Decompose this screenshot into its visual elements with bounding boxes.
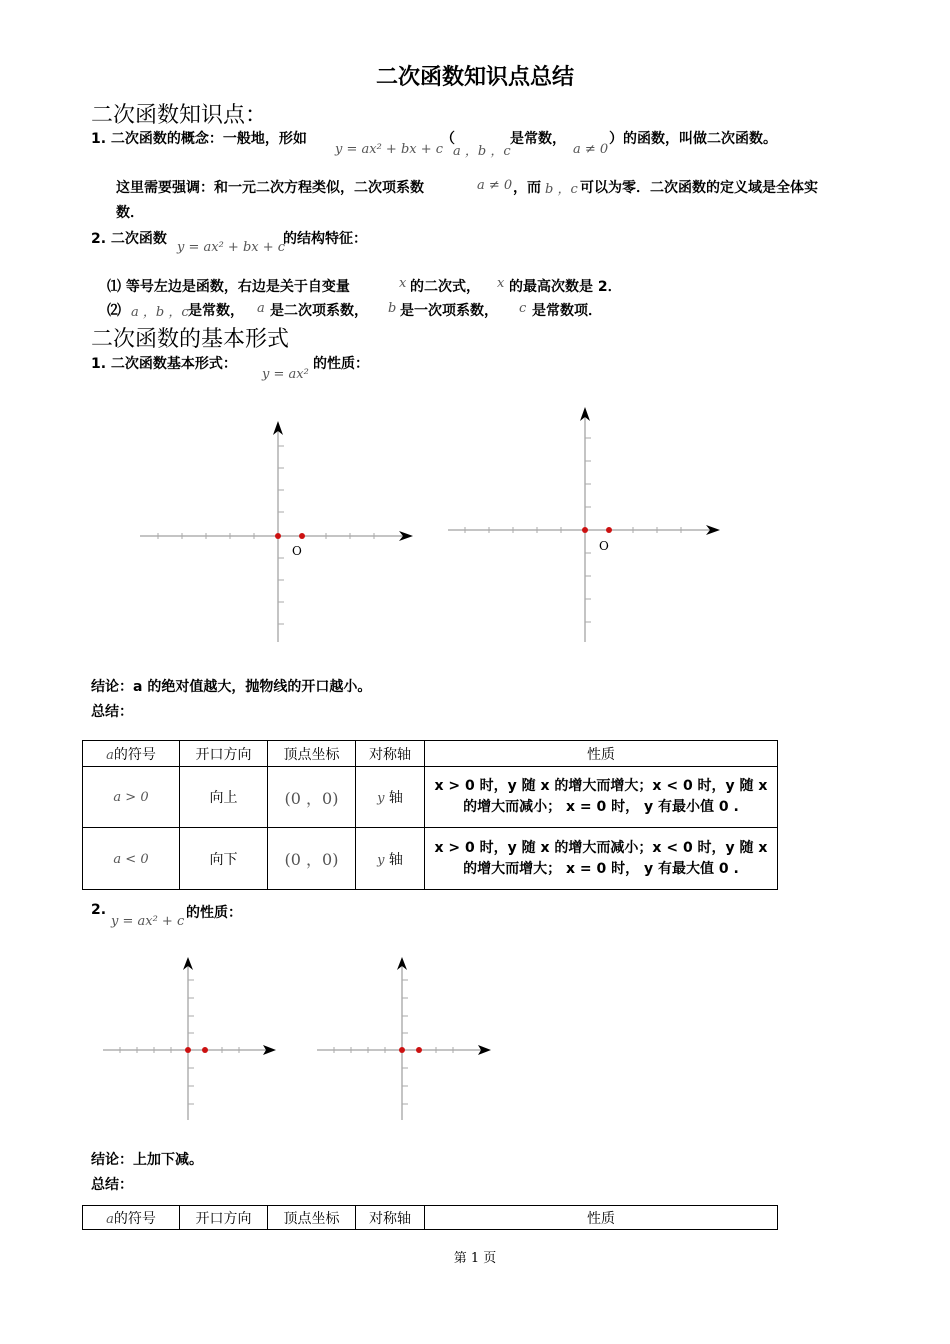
origin-label-right: O	[599, 539, 609, 553]
feature-2-vc: c	[519, 301, 527, 316]
header-sign: a的符号	[83, 741, 180, 767]
header-vertex: 顶点坐标	[268, 741, 356, 767]
y-arrow-left	[273, 421, 283, 435]
feature-1-c: 的最高次数是 2．	[509, 279, 622, 295]
feature-2-c: 是二次项系数，	[270, 303, 368, 319]
concept-constants: a ，b ，c	[453, 144, 511, 159]
basic2-lead: 2.	[91, 902, 107, 918]
point-unit-right	[606, 527, 612, 533]
feature-1-b: 的二次式，	[410, 279, 480, 295]
x-arrow-left	[399, 531, 413, 541]
origin-label-left: O	[292, 544, 302, 558]
row1-sign: a > 0	[83, 767, 180, 828]
header-sign: a的符号	[83, 1206, 180, 1230]
concept-constants-text: 是常数，	[510, 131, 566, 147]
header-property: 性质	[425, 1206, 778, 1230]
concept-condition: a ≠ 0	[573, 142, 609, 157]
row2-axis: y 轴	[356, 828, 425, 890]
properties-table-1	[82, 740, 778, 890]
feature-2-a: ⑵	[107, 303, 121, 319]
table-header-row	[83, 741, 778, 767]
properties-table-2	[82, 1205, 778, 1230]
concept-paren-open: （	[441, 131, 455, 147]
concept-formula: y = ax² + bx + c	[335, 142, 444, 157]
header-direction: 开口方向	[180, 1206, 268, 1230]
feature-1-x2: x	[497, 276, 505, 291]
note-line2: 数．	[116, 205, 144, 221]
feature-2-abc: a ，b ，c	[131, 305, 189, 320]
row1-axis: y 轴	[356, 767, 425, 828]
y-arrow-right	[580, 407, 590, 421]
section-heading-basic-forms: 二次函数的基本形式	[91, 327, 290, 352]
note-condition: a ≠ 0	[477, 178, 513, 193]
table-row	[83, 828, 778, 890]
summary-1: 总结：	[91, 704, 133, 720]
conclusion-2: 结论：上加下减。	[91, 1152, 203, 1168]
feature-2-b: 是常数，	[188, 303, 244, 319]
summary-2: 总结：	[91, 1177, 133, 1193]
axes-right	[448, 412, 715, 642]
point-origin-left	[275, 533, 281, 539]
header-axis: 对称轴	[356, 741, 425, 767]
note-text-b: ，而	[513, 180, 541, 196]
row1-property: x > 0 时，y 随 x 的增大而增大；x < 0 时，y 随 x 的增大而减小； x = 0 时， y 有最小值 0 .	[425, 767, 778, 828]
feature-2-d: 是一次项系数，	[400, 303, 498, 319]
concept-tail: ）的函数，叫做二次函数。	[609, 131, 777, 147]
header-vertex: 顶点坐标	[268, 1206, 356, 1230]
x-arrow-right	[706, 525, 720, 535]
axes-left	[140, 426, 408, 642]
row2-vertex: (0 ，0)	[268, 828, 356, 890]
row2-property: x > 0 时，y 随 x 的增大而减小；x < 0 时，y 随 x 的增大而增大； x = 0 时， y 有最大值 0 .	[425, 828, 778, 890]
feature-2-e: 是常数项．	[532, 303, 602, 319]
table-row	[83, 767, 778, 828]
row1-vertex: (0 ，0)	[268, 767, 356, 828]
table-header-row	[83, 1206, 778, 1230]
page-title: 二次函数知识点总结	[375, 65, 574, 90]
structure-tail: 的结构特征：	[283, 231, 367, 247]
conclusion-1: 结论：a 的绝对值越大，抛物线的开口越小。	[91, 679, 372, 695]
ticks-left	[158, 446, 374, 624]
row2-direction: 向下	[180, 828, 268, 890]
basic1-tail: 的性质：	[313, 356, 369, 372]
header-direction: 开口方向	[180, 741, 268, 767]
feature-1-x1: x	[399, 276, 407, 291]
feature-1-a: ⑴ 等号左边是函数，右边是关于自变量	[107, 279, 350, 295]
page-footer: 第 1 页	[453, 1251, 497, 1266]
feature-2-va: a	[257, 301, 265, 316]
structure-formula: y = ax² + bx + c	[177, 240, 286, 255]
feature-2-vb: b	[388, 301, 397, 316]
basic1-formula: y = ax²	[262, 367, 309, 382]
basic2-formula: y = ax² + c	[111, 914, 185, 929]
point-unit-left	[299, 533, 305, 539]
ticks-right	[465, 438, 681, 622]
concept-lead: 1. 二次函数的概念：一般地，形如	[91, 131, 307, 147]
basic1-lead: 1. 二次函数基本形式：	[91, 356, 237, 372]
structure-lead: 2. 二次函数	[91, 231, 167, 247]
note-text-a: 这里需要强调：和一元二次方程类似，二次项系数	[116, 180, 424, 196]
row1-direction: 向上	[180, 767, 268, 828]
header-axis: 对称轴	[356, 1206, 425, 1230]
note-bc: b ，c	[545, 182, 578, 197]
header-property: 性质	[425, 741, 778, 767]
point-origin-right	[582, 527, 588, 533]
row2-sign: a < 0	[83, 828, 180, 890]
basic2-tail: 的性质：	[186, 905, 242, 921]
section-heading-knowledge: 二次函数知识点：	[91, 103, 268, 128]
note-text-c: 可以为零．二次函数的定义域是全体实	[580, 180, 818, 196]
